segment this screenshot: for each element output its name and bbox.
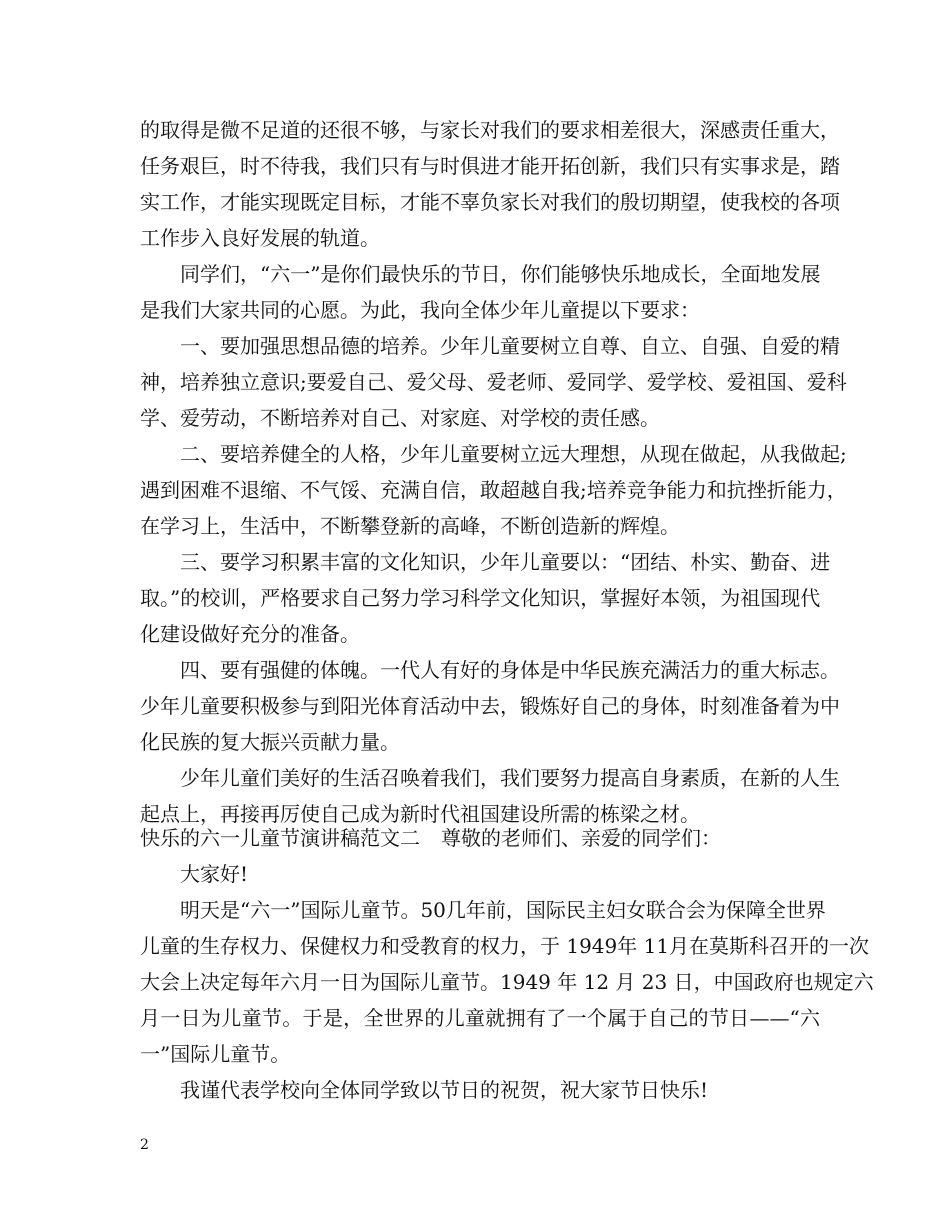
text-line: 一、要加强思想品德的培养。少年儿童要树立自尊、自立、自强、自爱的精	[180, 334, 840, 358]
text-line: 起点上，再接再厉使自己成为新时代祖国建设所需的栋梁之材。	[140, 802, 700, 826]
text-line: 二、要培养健全的人格，少年儿童要树立远大理想，从现在做起，从我做起;	[180, 442, 847, 466]
text-line: 取。”的校训，严格要求自己努力学习科学文化知识，掌握好本领，为祖国现代	[140, 586, 821, 610]
text-line: 实工作，才能实现既定目标，才能不辜负家长对我们的殷切期望，使我校的各项	[140, 190, 840, 214]
text-line: 神，培养独立意识;要爱自己、爱父母、爱老师、爱同学、爱学校、爱祖国、爱科	[140, 370, 847, 394]
text-line: 月一日为儿童节。于是，全世界的儿童就拥有了一个属于自己的节日——“六	[140, 1006, 820, 1030]
text-line: 在学习上，生活中，不断攀登新的高峰，不断创造新的辉煌。	[140, 514, 680, 538]
text-line: 明天是“六一”国际儿童节。50几年前，国际民主妇女联合会为保障全世界	[180, 898, 826, 922]
greeting: 尊敬的老师们、亲爱的同学们：	[441, 826, 721, 850]
text-line: 少年儿童要积极参与到阳光体育活动中去，锻炼好自己的身体，时刻准备着为中	[140, 694, 840, 718]
section-title: 快乐的六一儿童节演讲稿范文二	[140, 826, 420, 850]
text-line: 同学们，“六一”是你们最快乐的节日，你们能够快乐地成长，全面地发展	[180, 262, 821, 286]
text-line: 四、要有强健的体魄。一代人有好的身体是中华民族充满活力的重大标志。	[180, 658, 840, 682]
text-line: 儿童的生存权力、保健权力和受教育的权力，于 1949年 11月在莫斯科召开的一次	[140, 934, 870, 958]
text-line: 我谨代表学校向全体同学致以节日的祝贺，祝大家节日快乐!	[180, 1078, 709, 1102]
text-line: 是我们大家共同的心愿。为此，我向全体少年儿童提以下要求：	[140, 298, 700, 322]
text-line: 大家好!	[180, 862, 249, 886]
text-line: 遇到困难不退缩、不气馁、充满自信，敢超越自我;培养竞争能力和抗挫折能力，	[140, 478, 847, 502]
text-line: 学、爱劳动，不断培养对自己、对家庭、对学校的责任感。	[140, 406, 660, 430]
text-line: 工作步入良好发展的轨道。	[140, 226, 380, 250]
text-line: 任务艰巨，时不待我，我们只有与时俱进才能开拓创新，我们只有实事求是，踏	[140, 154, 840, 178]
text-line: 大会上决定每年六月一日为国际儿童节。1949 年 12 月 23 日，中国政府也规定六	[140, 970, 874, 994]
text-line: 三、要学习积累丰富的文化知识，少年儿童要以：“团结、朴实、勤奋、进	[180, 550, 831, 574]
text-line: 化建设做好充分的准备。	[140, 622, 360, 646]
text-line: 一”国际儿童节。	[140, 1042, 291, 1066]
text-line: 化民族的复大振兴贡献力量。	[140, 730, 400, 754]
page-number: 2	[140, 1137, 149, 1153]
text-line: 少年儿童们美好的生活召唤着我们，我们要努力提高自身素质，在新的人生	[180, 766, 840, 790]
text-line: 的取得是微不足道的还很不够，与家长对我们的要求相差很大，深感责任重大，	[140, 118, 840, 142]
